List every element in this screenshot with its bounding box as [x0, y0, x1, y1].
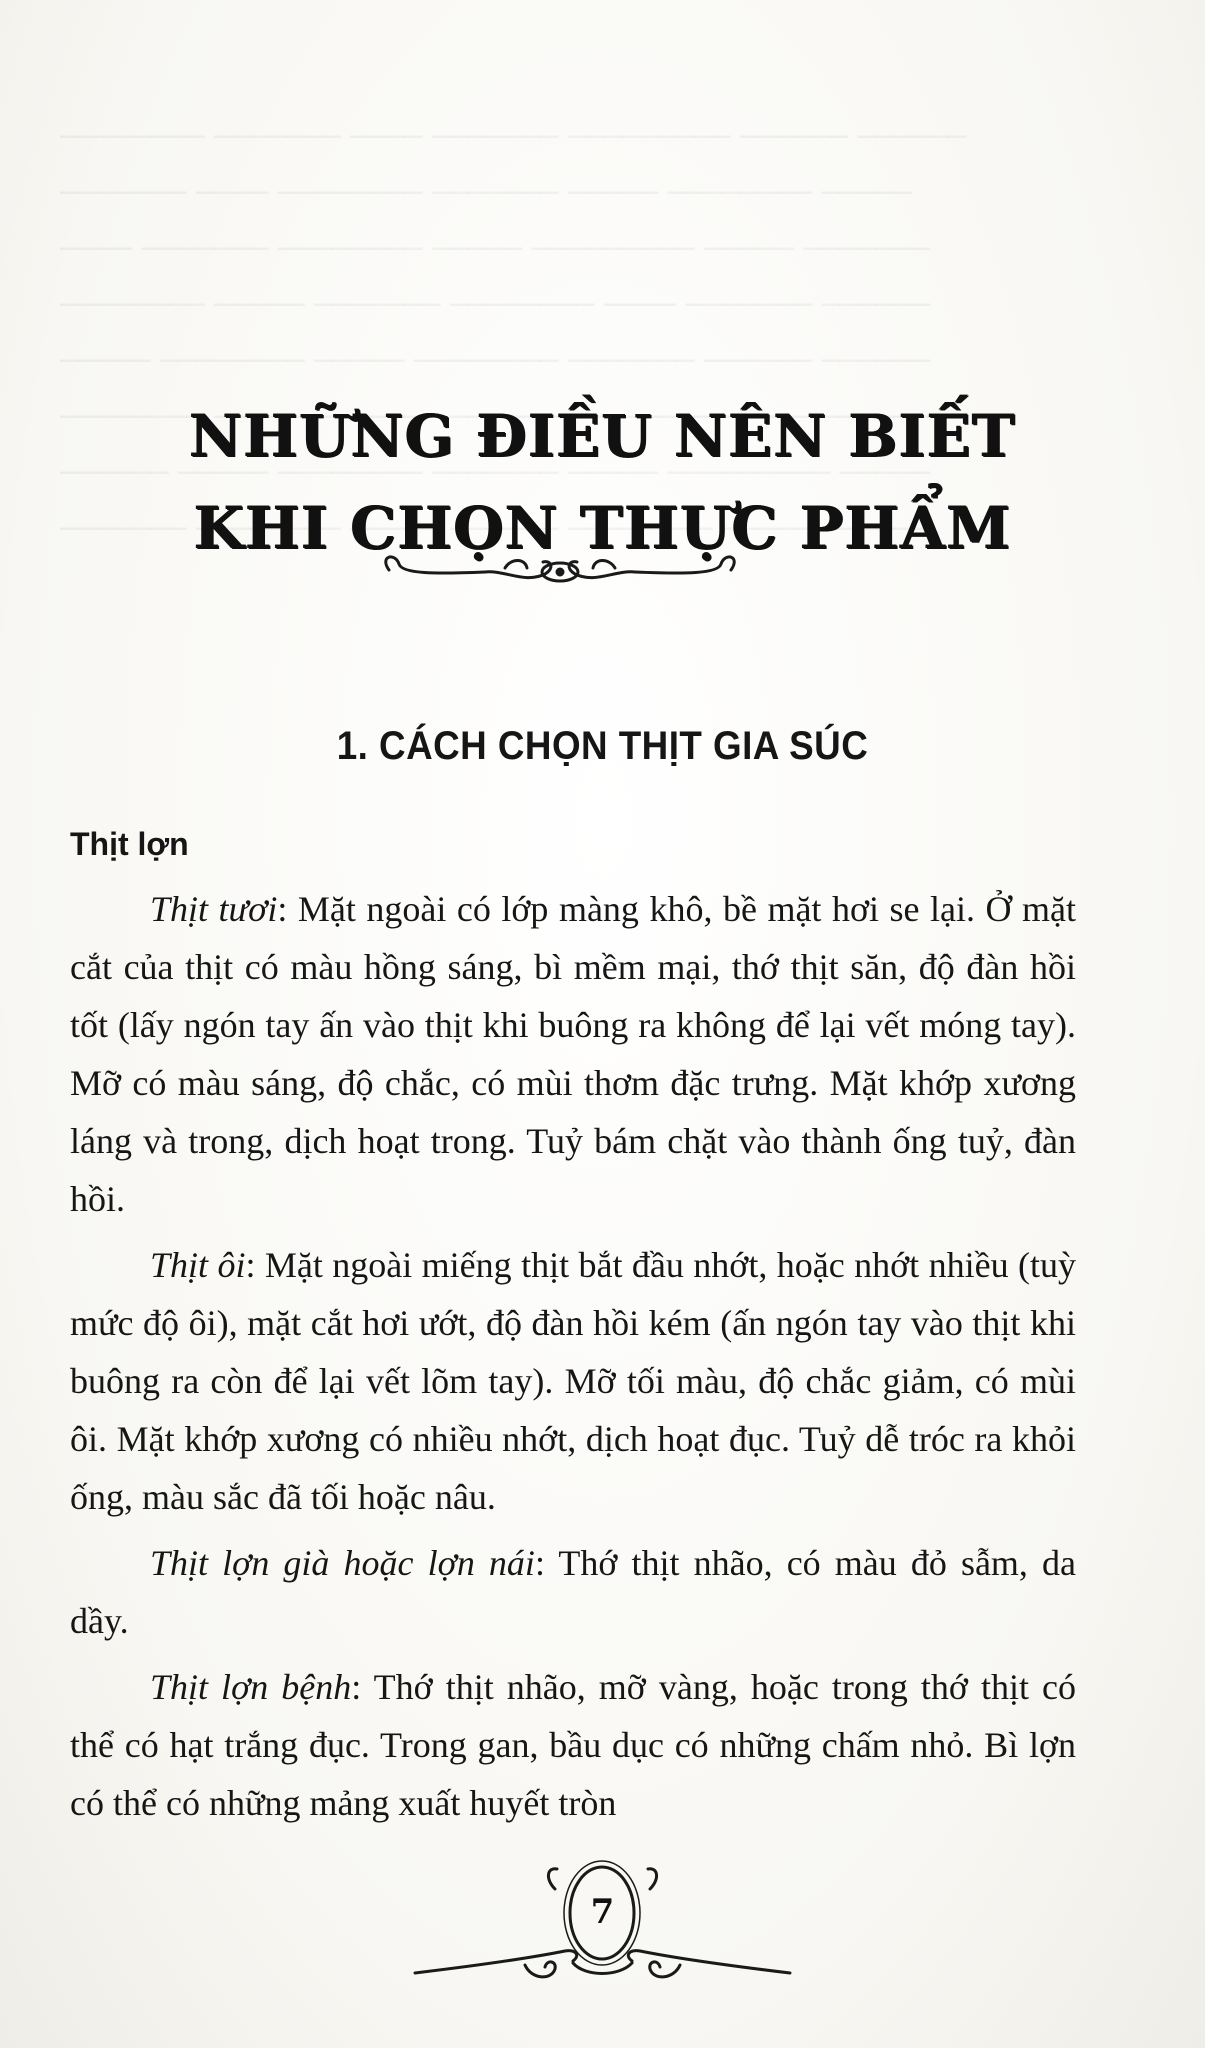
page-number: 7 [590, 1892, 615, 1932]
scroll-flourish-icon [375, 548, 745, 592]
paragraph-term: Thịt lợn bệnh [150, 1667, 352, 1707]
paragraph-term: Thịt ôi [150, 1245, 246, 1285]
paragraph-text: : Thớ thịt nhão, có màu đỏ sẫm, da dầy. [70, 1543, 1077, 1641]
paragraph-text: : Thớ thịt nhão, mỡ vàng, hoặc trong thớ thịt có thể có hạt trắng đục. Trong gan, bầu dục có những chấm nhỏ. Bì lợn có thể có những mảng xuất huyết tròn [70, 1667, 1076, 1823]
subsection-heading: Thịt lợn [70, 826, 189, 862]
paragraph-term: Thịt lợn già hoặc lợn nái [150, 1543, 535, 1583]
body-text [70, 880, 1076, 1832]
paragraph [70, 1236, 1076, 1526]
chapter-title-line-1: NHỮNG ĐIỀU NÊN BIẾT [189, 402, 1016, 470]
paragraph [70, 1534, 1076, 1650]
paragraph [70, 1658, 1076, 1832]
paragraph-text: : Mặt ngoài miếng thịt bắt đầu nhớt, hoặc nhớt nhiều (tuỳ mức độ ôi), mặt cắt hơi ướt, độ đàn hồi kém (ấn ngón tay vào thịt khi buông ra còn để lại vết lõm tay). Mỡ tối màu, độ chắc giảm, có mùi ôi. Mặt khớp xương có nhiều nhớt, dịch hoạt đục. Tuỷ dễ tróc ra khỏi ống, màu sắc đã tối hoặc nâu. [70, 1245, 1076, 1517]
paragraph [70, 880, 1076, 1228]
section-heading: 1. CÁCH CHỌN THỊT GIA SÚC [336, 724, 869, 768]
chapter-title [0, 390, 1205, 574]
chapter-title-line-2: KHI CHỌN THỰC PHẨM [193, 494, 1012, 562]
paragraph-text: : Mặt ngoài có lớp màng khô, bề mặt hơi se lại. Ở mặt cắt của thịt có màu hồng sáng, bì mềm mại, thớ thịt săn, độ đàn hồi tốt (lấy ngón tay ấn vào thịt khi buông ra không để lại vết móng tay). Mỡ có màu sáng, độ chắc, có mùi thơm đặc trưng. Mặt khớp xương láng và trong, dịch hoạt trong. Tuỷ bám chặt vào thành ống tuỷ, đàn hồi. [70, 889, 1076, 1219]
paragraph-term: Thịt tươi [150, 889, 278, 929]
